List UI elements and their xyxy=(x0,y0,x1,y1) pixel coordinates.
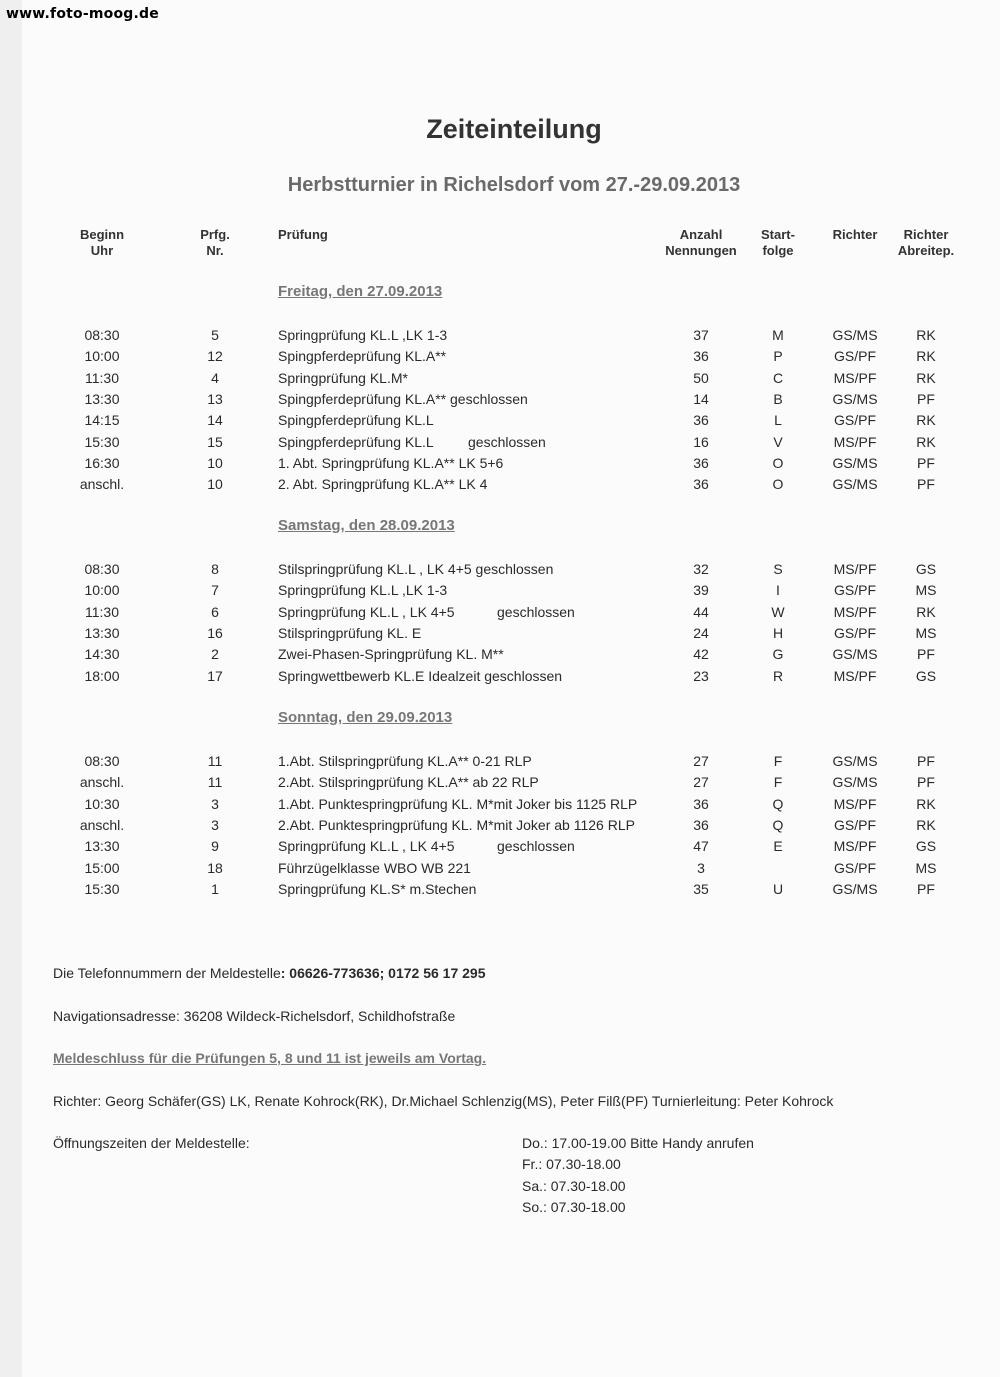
pruefung-cell: 2.Abt. Punktespringprüfung KL. M*mit Joker ab 1126 RLP xyxy=(278,816,635,833)
header-anzahl xyxy=(660,227,742,259)
nr-cell: 18 xyxy=(207,859,223,876)
count-cell: 36 xyxy=(693,816,709,833)
abreite-cell: PF xyxy=(917,880,935,897)
richter-cell: GS/MS xyxy=(832,774,878,791)
abreite-cell: GS xyxy=(915,667,937,684)
oeffnung-so: So.: 07.30-18.00 xyxy=(522,1199,626,1215)
pruefung-cell: 2.Abt. Stilspringprüfung KL.A** ab 22 RLP xyxy=(278,774,539,791)
abreite-cell: RK xyxy=(916,369,936,386)
startfolge-cell: O xyxy=(772,476,784,493)
pruefung-extra-cell: geschlossen xyxy=(497,838,575,855)
time-cell: 13:30 xyxy=(84,390,120,407)
time-cell: 11:30 xyxy=(85,603,119,620)
table-row xyxy=(0,881,1000,902)
time-cell: 08:30 xyxy=(84,327,120,343)
page-title: Zeiteinteilung xyxy=(426,114,602,144)
day-heading: Sonntag, den 29.09.2013 xyxy=(278,709,453,726)
pruefung-extra-cell: geschlossen xyxy=(497,603,575,620)
richter-cell: GS/PF xyxy=(833,412,876,429)
table-row xyxy=(0,370,1000,391)
nr-cell: 6 xyxy=(211,603,219,620)
richter-cell: GS/MS xyxy=(832,454,878,471)
nr-cell: 7 xyxy=(211,582,219,599)
pruefung-cell: Zwei-Phasen-Springprüfung KL. M** xyxy=(278,646,504,663)
nr-cell: 11 xyxy=(207,774,223,791)
nr-cell: 13 xyxy=(207,390,223,407)
table-row xyxy=(0,774,1000,795)
time-cell: 16:30 xyxy=(84,454,120,471)
time-cell: 10:30 xyxy=(84,795,120,812)
abreite-cell: GS xyxy=(915,838,937,855)
time-cell: anschl. xyxy=(79,774,125,791)
oeffnung-label: Öffnungszeiten der Meldestelle: xyxy=(53,1135,250,1151)
pruefung-cell: Stilspringprüfung KL. E xyxy=(278,624,422,641)
time-cell: 13:30 xyxy=(84,838,120,855)
abreite-cell: PF xyxy=(917,646,935,663)
table-row xyxy=(0,646,1000,667)
nr-cell: 9 xyxy=(211,838,219,855)
startfolge-cell: Q xyxy=(772,795,784,812)
count-cell: 27 xyxy=(693,774,709,791)
header-prfg-line1: Prfg. xyxy=(200,227,230,242)
abreite-cell: RK xyxy=(916,348,936,365)
header-anzahl-line2: Nennungen xyxy=(665,243,737,258)
count-cell: 27 xyxy=(693,753,709,769)
richter-list: Richter: Georg Schäfer(GS) LK, Renate Kohrock(RK), Dr.Michael Schlenzig(MS), Peter Filß(PF) Turnierleitung: Peter Kohrock xyxy=(53,1093,834,1109)
pruefung-cell: 1.Abt. Punktespringprüfung KL. M*mit Joker bis 1125 RLP xyxy=(278,795,638,812)
abreite-cell: RK xyxy=(916,795,936,812)
header-startfolge xyxy=(748,227,808,259)
count-cell: 42 xyxy=(693,646,709,663)
time-cell: 15:00 xyxy=(84,859,120,876)
pruefung-cell: Spingpferdeprüfung KL.A** geschlossen xyxy=(278,390,528,407)
phone-info xyxy=(53,965,485,981)
nr-cell: 4 xyxy=(211,369,219,386)
day-heading: Samstag, den 28.09.2013 xyxy=(278,517,455,534)
startfolge-cell: S xyxy=(773,561,783,577)
abreite-cell: MS xyxy=(915,859,937,876)
count-cell: 44 xyxy=(693,603,709,620)
time-cell: 08:30 xyxy=(84,753,120,769)
startfolge-cell: O xyxy=(772,454,784,471)
pruefung-cell: Springprüfung KL.L ,LK 1-3 xyxy=(278,582,448,599)
richter-cell: GS/MS xyxy=(832,753,878,769)
oeffnung-fr: Fr.: 07.30-18.00 xyxy=(522,1156,621,1172)
pruefung-cell: Springprüfung KL.L ,LK 1-3 xyxy=(278,327,448,343)
table-row xyxy=(0,455,1000,476)
pruefung-extra-cell: geschlossen xyxy=(468,433,546,450)
table-row xyxy=(0,582,1000,603)
startfolge-cell: U xyxy=(772,880,784,897)
count-cell: 36 xyxy=(693,795,709,812)
nr-cell: 5 xyxy=(211,327,219,343)
count-cell: 35 xyxy=(693,880,709,897)
time-cell: anschl. xyxy=(79,476,125,493)
count-cell: 39 xyxy=(693,582,709,599)
richter-cell: GS/PF xyxy=(833,859,876,876)
startfolge-cell: W xyxy=(771,603,785,620)
table-row xyxy=(0,476,1000,497)
abreite-cell: RK xyxy=(916,433,936,450)
abreite-cell: RK xyxy=(916,412,936,429)
time-cell: 15:30 xyxy=(84,433,120,450)
richter-cell: MS/PF xyxy=(833,667,877,684)
nr-cell: 1 xyxy=(211,880,219,897)
table-row xyxy=(0,561,1000,582)
count-cell: 3 xyxy=(697,859,705,876)
count-cell: 23 xyxy=(693,667,709,684)
pruefung-cell: 1.Abt. Stilspringprüfung KL.A** 0-21 RLP xyxy=(278,753,532,769)
richter-cell: MS/PF xyxy=(833,433,877,450)
startfolge-cell: V xyxy=(773,433,783,450)
nr-cell: 15 xyxy=(207,433,223,450)
table-row xyxy=(0,348,1000,369)
abreite-cell: PF xyxy=(917,454,935,471)
startfolge-cell: I xyxy=(776,582,780,599)
pruefung-cell: Springprüfung KL.S* m.Stechen xyxy=(278,880,477,897)
time-cell: 15:30 xyxy=(84,880,120,897)
startfolge-cell: L xyxy=(774,412,782,429)
startfolge-cell: Q xyxy=(772,816,784,833)
startfolge-cell: C xyxy=(772,369,784,386)
time-cell: 10:00 xyxy=(84,582,120,599)
richter-cell: GS/PF xyxy=(833,624,876,641)
header-richter-abreitep-line2: Abreitep. xyxy=(897,243,955,258)
pruefung-cell: Springwettbewerb KL.E Idealzeit geschlossen xyxy=(278,667,563,684)
header-beginn xyxy=(52,227,152,259)
abreite-cell: PF xyxy=(917,753,935,769)
abreite-cell: MS xyxy=(915,582,937,599)
table-row xyxy=(0,668,1000,689)
table-row xyxy=(0,860,1000,881)
day-heading: Freitag, den 27.09.2013 xyxy=(278,283,443,300)
header-pruefung: Prüfung xyxy=(278,227,328,242)
pruefung-cell: 2. Abt. Springprüfung KL.A** LK 4 xyxy=(278,476,488,493)
startfolge-cell: M xyxy=(772,327,784,343)
abreite-cell: RK xyxy=(916,816,936,833)
table-row xyxy=(0,796,1000,817)
watermark: www.foto-moog.de xyxy=(6,6,159,22)
abreite-cell: PF xyxy=(917,476,935,493)
richter-cell: MS/PF xyxy=(833,838,877,855)
richter-cell: MS/PF xyxy=(833,369,877,386)
richter-cell: GS/MS xyxy=(832,880,878,897)
page-subtitle: Herbstturnier in Richelsdorf vom 27.-29.09.2013 xyxy=(287,174,741,196)
nr-cell: 11 xyxy=(207,753,223,769)
count-cell: 14 xyxy=(693,390,709,407)
abreite-cell: RK xyxy=(916,603,936,620)
pruefung-cell: Stilspringprüfung KL.L , LK 4+5 geschlossen xyxy=(278,561,554,577)
richter-cell: MS/PF xyxy=(833,795,877,812)
count-cell: 36 xyxy=(693,454,709,471)
meldeschluss-note: Meldeschluss für die Prüfungen 5, 8 und 11 ist jeweils am Vortag. xyxy=(53,1050,487,1066)
table-row xyxy=(0,753,1000,774)
header-anzahl-line1: Anzahl xyxy=(679,227,723,242)
time-cell: 18:00 xyxy=(84,667,120,684)
count-cell: 47 xyxy=(693,838,709,855)
startfolge-cell: F xyxy=(773,753,783,769)
pruefung-cell: Springprüfung KL.L , LK 4+5 xyxy=(278,603,455,620)
startfolge-cell: P xyxy=(773,348,783,365)
time-cell: 08:30 xyxy=(84,561,120,577)
table-row xyxy=(0,817,1000,838)
richter-cell: MS/PF xyxy=(833,603,877,620)
richter-cell: GS/PF xyxy=(833,816,876,833)
startfolge-cell: H xyxy=(772,624,784,641)
startfolge-cell: R xyxy=(772,667,784,684)
nr-cell: 10 xyxy=(207,454,223,471)
phone-numbers: : 06626-773636; 0172 56 17 295 xyxy=(280,965,486,981)
count-cell: 36 xyxy=(693,412,709,429)
startfolge-cell: E xyxy=(773,838,783,855)
startfolge-cell: B xyxy=(773,390,783,407)
richter-cell: GS/MS xyxy=(832,327,878,343)
header-startfolge-line2: folge xyxy=(762,243,794,258)
header-startfolge-line1: Start- xyxy=(761,227,795,242)
pruefung-cell: Springprüfung KL.L , LK 4+5 xyxy=(278,838,455,855)
nr-cell: 2 xyxy=(211,646,219,663)
pruefung-cell: Spingpferdeprüfung KL.L xyxy=(278,412,434,429)
richter-cell: MS/PF xyxy=(833,561,877,577)
abreite-cell: RK xyxy=(916,327,936,343)
richter-cell: GS/MS xyxy=(832,390,878,407)
nr-cell: 17 xyxy=(207,667,223,684)
nr-cell: 3 xyxy=(211,816,219,833)
count-cell: 36 xyxy=(693,348,709,365)
time-cell: 11:30 xyxy=(85,369,119,386)
time-cell: 13:30 xyxy=(84,624,120,641)
table-row xyxy=(0,838,1000,859)
startfolge-cell: F xyxy=(773,774,783,791)
document-sheet xyxy=(22,0,1000,1377)
header-richter: Richter xyxy=(832,227,878,242)
oeffnung-do: Do.: 17.00-19.00 Bitte Handy anrufen xyxy=(522,1135,754,1151)
startfolge-cell: G xyxy=(772,646,784,663)
table-row xyxy=(0,391,1000,412)
count-cell: 36 xyxy=(693,476,709,493)
abreite-cell: GS xyxy=(915,561,937,577)
oeffnung-sa: Sa.: 07.30-18.00 xyxy=(522,1178,626,1194)
richter-cell: GS/PF xyxy=(833,348,876,365)
navigation-address: Navigationsadresse: 36208 Wildeck-Richelsdorf, Schildhofstraße xyxy=(53,1008,456,1024)
header-prfg xyxy=(185,227,245,259)
header-beginn-line1: Beginn xyxy=(79,227,125,242)
time-cell: 14:15 xyxy=(84,412,120,429)
count-cell: 16 xyxy=(693,433,709,450)
time-cell: 10:00 xyxy=(84,348,120,365)
table-row xyxy=(0,434,1000,455)
richter-cell: GS/MS xyxy=(832,646,878,663)
count-cell: 24 xyxy=(693,624,709,641)
pruefung-cell: 1. Abt. Springprüfung KL.A** LK 5+6 xyxy=(278,454,504,471)
nr-cell: 14 xyxy=(207,412,223,429)
abreite-cell: PF xyxy=(917,774,935,791)
count-cell: 37 xyxy=(693,327,709,343)
header-beginn-line2: Uhr xyxy=(90,243,114,258)
abreite-cell: PF xyxy=(917,390,935,407)
header-prfg-line2: Nr. xyxy=(206,243,224,258)
richter-cell: GS/MS xyxy=(832,476,878,493)
table-row xyxy=(0,625,1000,646)
header-richter-abreitep xyxy=(891,227,961,259)
table-row xyxy=(0,412,1000,433)
time-cell: 14:30 xyxy=(84,646,120,663)
count-cell: 32 xyxy=(693,561,709,577)
richter-cell: GS/PF xyxy=(833,582,876,599)
time-cell: anschl. xyxy=(79,816,125,833)
header-richter-abreitep-line1: Richter xyxy=(903,227,949,242)
abreite-cell: MS xyxy=(915,624,937,641)
nr-cell: 10 xyxy=(207,476,223,493)
pruefung-cell: Spingpferdeprüfung KL.A** xyxy=(278,348,447,365)
nr-cell: 8 xyxy=(211,561,219,577)
table-row xyxy=(0,604,1000,625)
count-cell: 50 xyxy=(693,369,709,386)
nr-cell: 16 xyxy=(207,624,223,641)
nr-cell: 12 xyxy=(207,348,223,365)
pruefung-cell: Spingpferdeprüfung KL.L xyxy=(278,433,434,450)
pruefung-cell: Springprüfung KL.M* xyxy=(278,369,408,386)
table-row xyxy=(0,327,1000,348)
pruefung-cell: Führzügelklasse WBO WB 221 xyxy=(278,859,471,876)
phone-label: Die Telefonnummern der Meldestelle xyxy=(53,965,281,981)
nr-cell: 3 xyxy=(211,795,219,812)
